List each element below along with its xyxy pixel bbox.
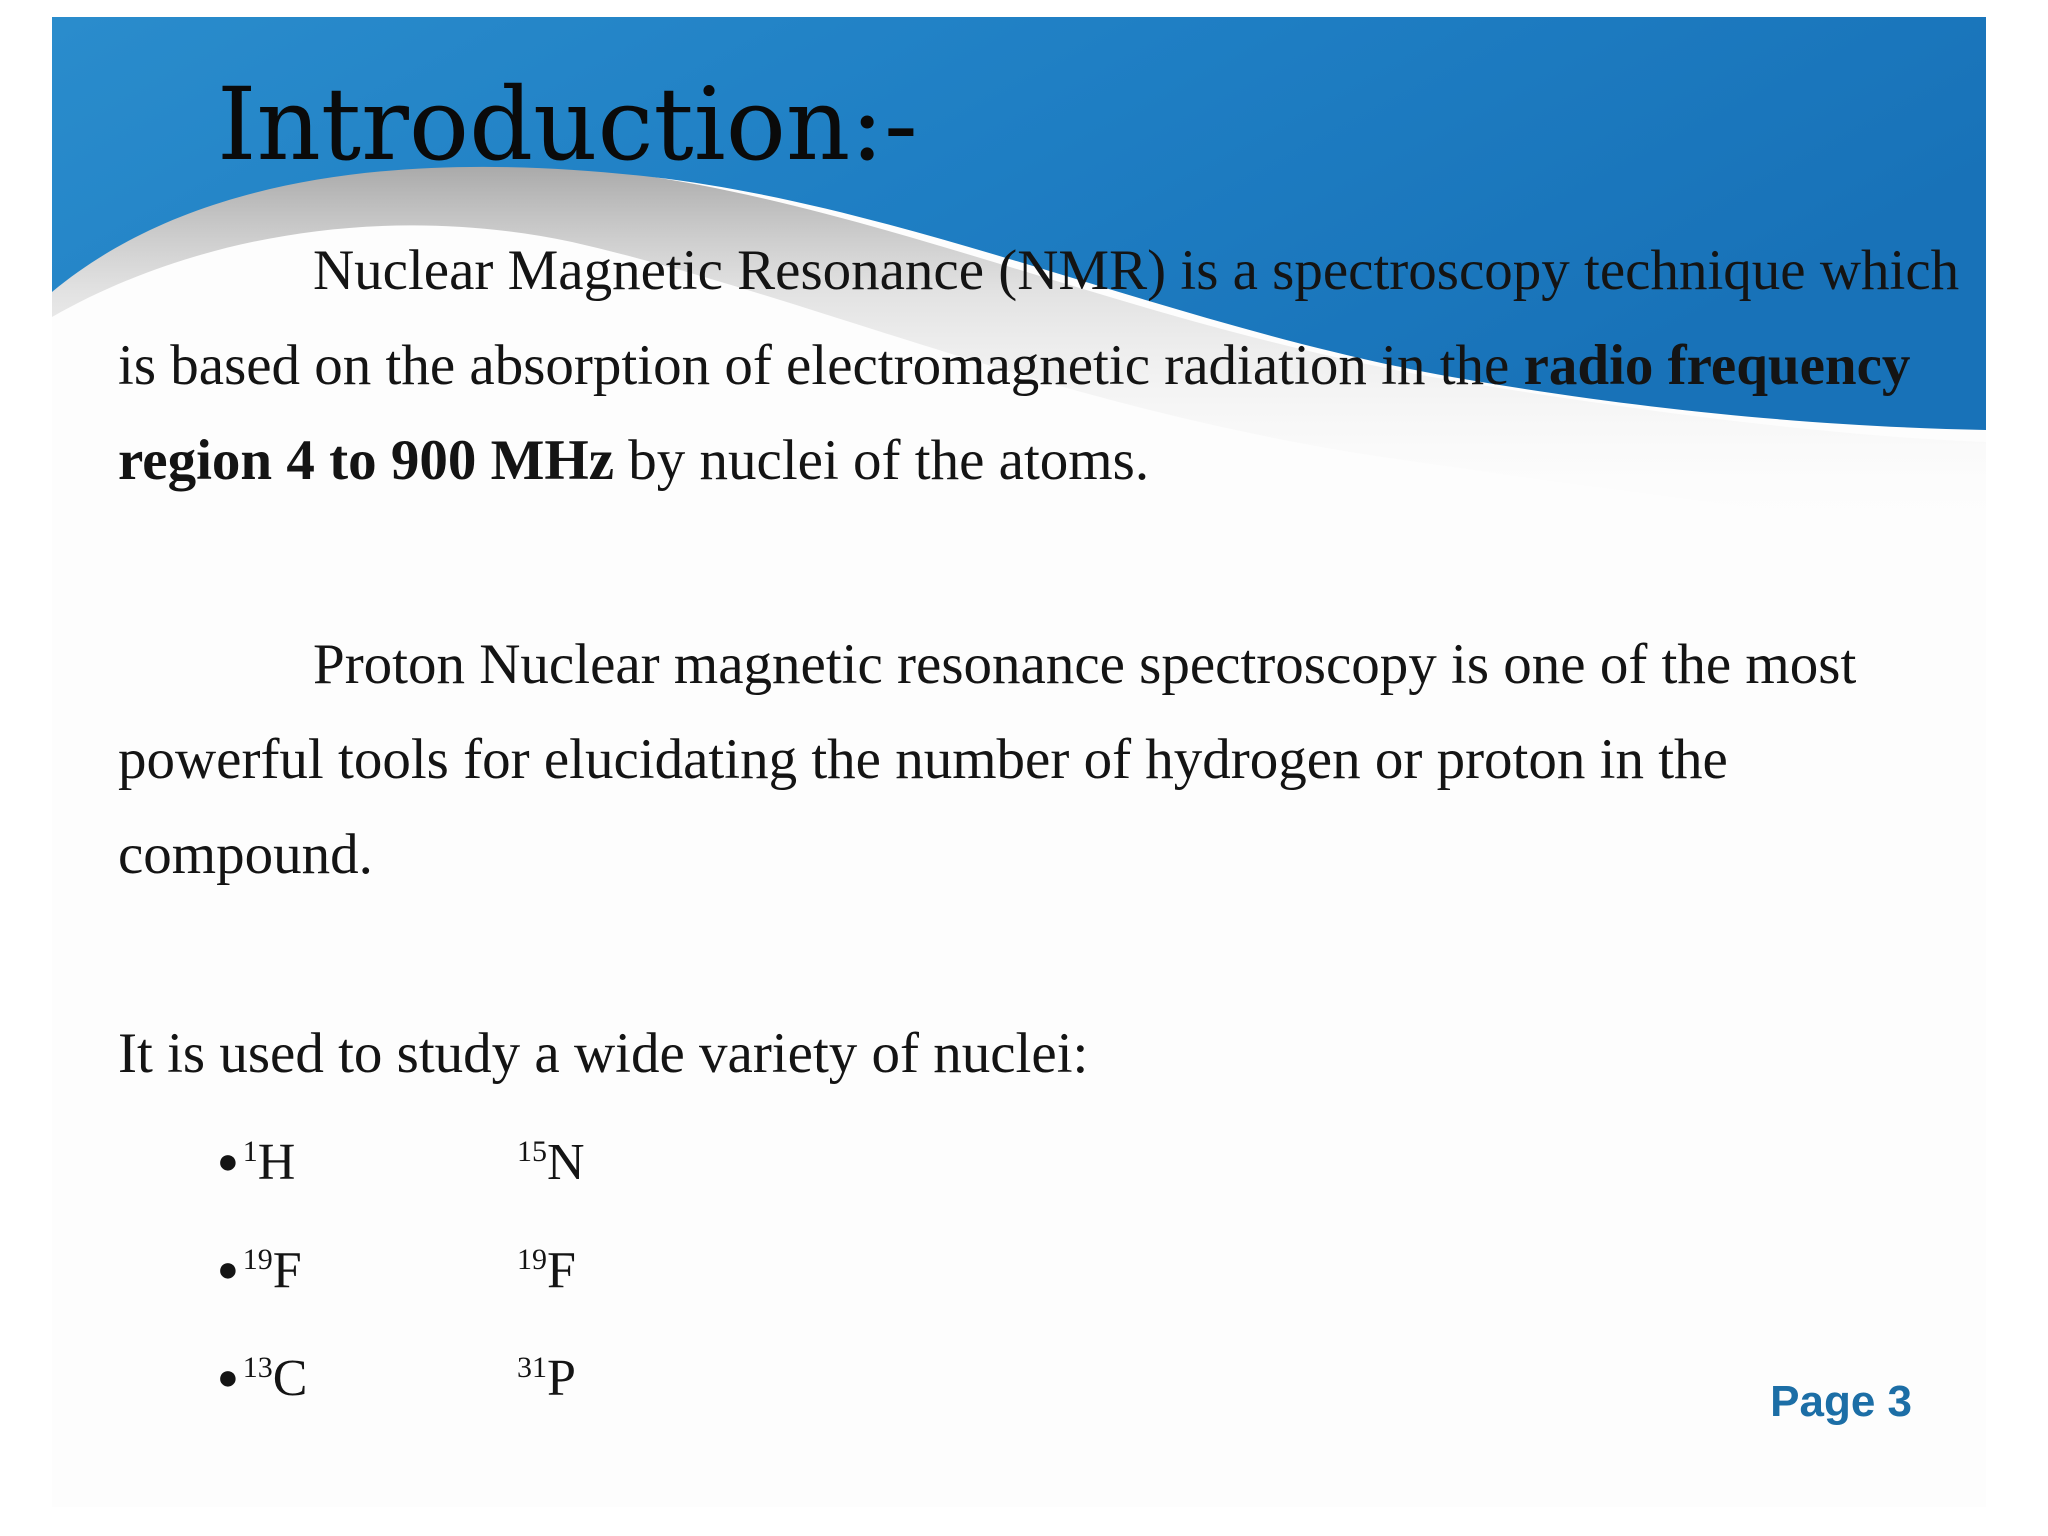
nucleus-mass: 13	[242, 1351, 273, 1384]
nucleus-mass: 31	[517, 1351, 547, 1384]
nucleus-item	[517, 1348, 576, 1410]
paragraph-nmr-bold-range: radio frequency region 4 to 900 MHz	[118, 334, 1911, 492]
nucleus-symbol: F	[547, 1242, 576, 1299]
nucleus-item	[517, 1240, 576, 1302]
nucleus-mass: 19	[517, 1243, 547, 1276]
nucleus-mass: 15	[517, 1135, 547, 1168]
nuclei-list-intro: It is used to study a wide variety of nuclei:	[118, 1022, 1089, 1085]
bullet-icon: ●	[217, 1249, 239, 1289]
nucleus-symbol: H	[257, 1134, 296, 1191]
nucleus-item	[217, 1348, 307, 1410]
slide	[52, 17, 1986, 1507]
nucleus-item	[517, 1132, 585, 1194]
nucleus-symbol: C	[272, 1350, 308, 1407]
nucleus-symbol: P	[547, 1350, 576, 1407]
paragraph-nmr-text-part1: Nuclear Magnetic Resonance (NMR) is a spectroscopy technique which is based on the absorption of electromagnetic radiation in the	[118, 239, 1960, 397]
bullet-icon: ●	[217, 1357, 239, 1397]
nucleus-item	[217, 1240, 302, 1302]
nucleus-mass: 19	[242, 1243, 273, 1276]
paragraph-proton-nmr-text: Proton Nuclear magnetic resonance spectroscopy is one of the most powerful tools for elucidating the number of hydrogen or proton in the compound.	[118, 633, 1857, 886]
nucleus-symbol: F	[272, 1242, 302, 1299]
paragraph-proton-nmr	[118, 617, 1978, 902]
paragraph-nmr-definition	[118, 223, 1978, 508]
nucleus-symbol: N	[547, 1134, 585, 1191]
slide-title: Introduction:-	[217, 66, 918, 183]
nucleus-item	[217, 1132, 295, 1194]
nucleus-mass: 1	[242, 1135, 258, 1168]
page-number: Page 3	[1770, 1377, 1912, 1426]
bullet-icon: ●	[217, 1141, 239, 1181]
paragraph-nmr-text-part2: by nuclei of the atoms.	[614, 429, 1150, 492]
